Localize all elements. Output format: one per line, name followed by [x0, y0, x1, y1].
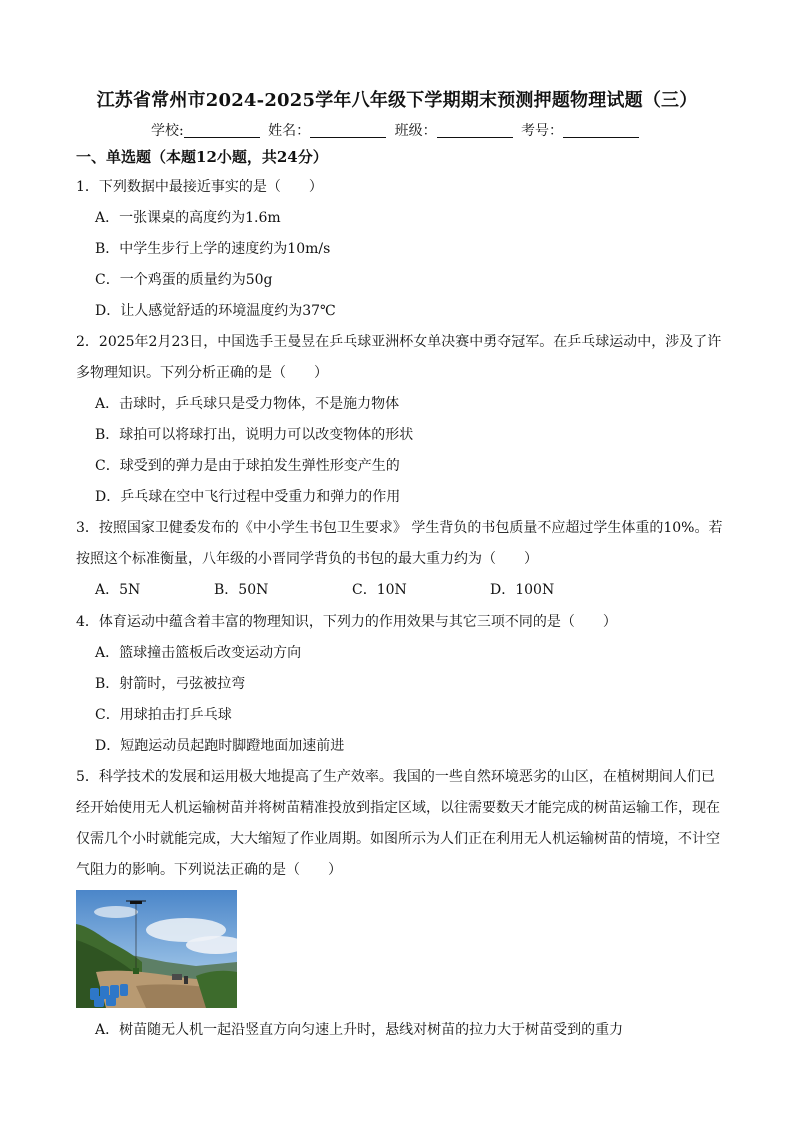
class-blank[interactable]: [437, 123, 513, 138]
question-4-stem: 4．体育运动中蕴含着丰富的物理知识，下列力的作用效果与其它三项不同的是（ ）: [76, 614, 617, 630]
question-5-stem-line-2: 经开始使用无人机运输树苗并将树苗精准投放到指定区域，以往需要数天才能完成的树苗运输工作，现在: [76, 800, 720, 816]
question-2-option-b: B．球拍可以将球打出，说明力可以改变物体的形状: [95, 427, 414, 443]
question-1-option-a: A．一张课桌的高度约为1.6m: [95, 210, 281, 226]
class-label: 班级：: [394, 123, 437, 139]
question-2-option-a: A．击球时，乒乓球只是受力物体，不是施力物体: [95, 396, 400, 412]
question-1-option-b: B．中学生步行上学的速度约为10m/s: [95, 241, 331, 257]
question-3-option-b: B．50N: [214, 582, 269, 598]
question-2-stem-line-2: 多物理知识。下列分析正确的是（ ）: [76, 365, 328, 381]
drone-sapling-photo: [76, 890, 237, 1008]
question-4-option-a: A．篮球撞击篮板后改变运动方向: [95, 645, 302, 661]
question-4-option-d: D．短跑运动员起跑时脚蹬地面加速前进: [95, 738, 345, 754]
question-5-stem-line-4: 气阻力的影响。下列说法正确的是（ ）: [76, 862, 342, 878]
question-5-stem-line-3: 仅需几个小时就能完成，大大缩短了作业周期。如图所示为人们正在利用无人机运输树苗的情境，不计空: [76, 831, 720, 847]
section-heading-single-choice: 一、单选题（本题12小题，共24分）: [76, 148, 328, 166]
school-label: 学校:: [150, 123, 184, 139]
question-4-option-c: C．用球拍击打乒乓球: [95, 707, 232, 723]
question-2-option-c: C．球受到的弹力是由于球拍发生弹性形变产生的: [95, 458, 400, 474]
school-blank[interactable]: [184, 123, 260, 138]
question-1-option-c: C．一个鸡蛋的质量约为50g: [95, 272, 273, 288]
question-2-stem-line-1: 2．2025年2月23日，中国选手王曼昱在乒乓球亚洲杯女单决赛中勇夺冠军。在乒乓球运动中，涉及了许: [76, 334, 722, 350]
question-5-stem-line-1: 5．科学技术的发展和运用极大地提高了生产效率。我国的一些自然环境恶劣的山区，在植树期间人们已: [76, 769, 715, 785]
name-label: 姓名：: [268, 123, 311, 139]
exam-title: 江苏省常州市2024-2025学年八年级下学期期末预测押题物理试题（三）: [96, 90, 698, 111]
exam-no-blank[interactable]: [563, 123, 639, 138]
question-3-stem-line-2: 按照这个标准衡量，八年级的小晋同学背负的书包的最大重力约为（ ）: [76, 551, 538, 567]
question-1-stem: 1．下列数据中最接近事实的是（ ）: [76, 179, 323, 195]
question-1-option-d: D．让人感觉舒适的环境温度约为37℃: [95, 303, 336, 319]
question-3-option-a: A．5N: [95, 582, 141, 598]
name-blank[interactable]: [310, 123, 386, 138]
question-3-option-c: C．10N: [352, 582, 407, 598]
question-4-option-b: B．射箭时，弓弦被拉弯: [95, 676, 246, 692]
question-5-option-a: A．树苗随无人机一起沿竖直方向匀速上升时，悬线对树苗的拉力大于树苗受到的重力: [95, 1022, 624, 1038]
question-3-stem-line-1: 3．按照国家卫健委发布的《中小学生书包卫生要求》 学生背负的书包质量不应超过学生体重的10%。若: [76, 520, 723, 536]
question-2-option-d: D．乒乓球在空中飞行过程中受重力和弹力的作用: [95, 489, 401, 505]
exam-no-label: 考号：: [521, 123, 564, 139]
question-3-option-d: D．100N: [490, 582, 555, 598]
student-info-row: [0, 120, 794, 140]
